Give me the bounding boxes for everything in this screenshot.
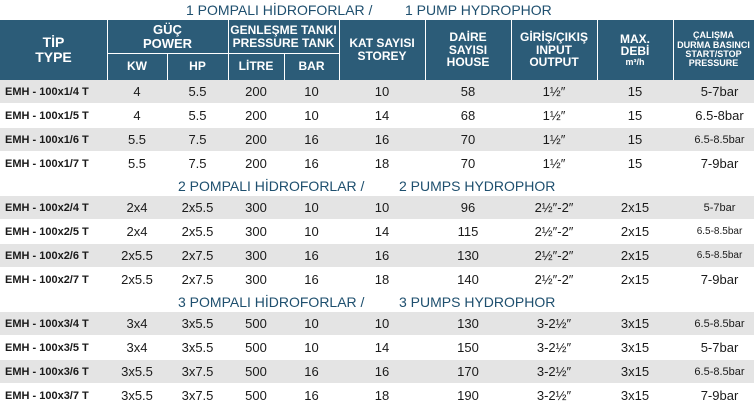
section-1-table: [0, 80, 754, 176]
table-cell: 3x15: [597, 384, 673, 408]
table-cell: 15: [597, 80, 673, 104]
table-cell: 10: [284, 80, 339, 104]
table-cell: 16: [284, 268, 339, 292]
header-pressure-tank: GENLEŞME TANKI PRESSURE TANK: [230, 22, 337, 50]
table-row: [0, 268, 754, 292]
table-cell: 16: [339, 128, 425, 152]
table-cell: 6.5-8bar: [673, 104, 754, 128]
table-cell: 500: [228, 360, 284, 384]
table-cell: 18: [339, 152, 425, 176]
table-cell: 150: [425, 336, 511, 360]
table-cell: 190: [425, 384, 511, 408]
table-cell: 14: [339, 336, 425, 360]
table-cell: 140: [425, 268, 511, 292]
table-cell: EMH - 100x2/6 T: [0, 244, 107, 268]
table-cell: 2x4: [107, 220, 167, 244]
section-2-table: [0, 196, 754, 292]
table-cell: 70: [425, 128, 511, 152]
table-cell: 300: [228, 268, 284, 292]
header-power: GÜÇ POWER: [142, 21, 193, 51]
table-cell: 2½″-2″: [511, 220, 597, 244]
section-1-title: [0, 0, 754, 20]
table-cell: 2x5.5: [167, 220, 228, 244]
table-cell: 3x5.5: [167, 336, 228, 360]
table-cell: 5-7bar: [673, 196, 754, 220]
table-cell: 1½″: [511, 104, 597, 128]
table-row: [0, 152, 754, 176]
table-cell: 7-9bar: [673, 384, 754, 408]
table-row: [0, 104, 754, 128]
table-cell: 2½″-2″: [511, 196, 597, 220]
table-cell: 10: [284, 336, 339, 360]
table-cell: 16: [284, 384, 339, 408]
table-cell: 3x7.5: [167, 384, 228, 408]
table-cell: 6.5-8.5bar: [673, 244, 754, 268]
table-cell: 115: [425, 220, 511, 244]
table-cell: 5.5: [107, 128, 167, 152]
table-cell: 10: [284, 104, 339, 128]
table-row: [0, 384, 754, 408]
table-cell: 7-9bar: [673, 152, 754, 176]
table-cell: 6.5-8.5bar: [673, 128, 754, 152]
table-row: [0, 360, 754, 384]
table-cell: 10: [339, 80, 425, 104]
table-cell: 3x15: [597, 336, 673, 360]
table-cell: 3x15: [597, 312, 673, 336]
section-1-title-tr: 1 POMPALI HİDROFORLAR /: [186, 2, 373, 18]
table-cell: 130: [425, 312, 511, 336]
table-cell: 16: [284, 360, 339, 384]
table-cell: 18: [339, 384, 425, 408]
table-cell: 1½″: [511, 128, 597, 152]
table-cell: 7.5: [167, 152, 228, 176]
table-cell: 170: [425, 360, 511, 384]
header-type: TİP TYPE: [35, 34, 72, 65]
table-cell: 300: [228, 196, 284, 220]
header-hp: HP: [189, 59, 206, 74]
header-start-stop-pressure: ÇALIŞMA DURMA BASINCI START/STOP PRESSURE: [677, 30, 750, 69]
section-3-title-tr: 3 POMPALI HİDROFORLAR /: [178, 294, 365, 310]
header-input-output: GİRİŞ/ÇIKIŞ INPUT OUTPUT: [519, 30, 588, 70]
table-cell: 16: [284, 152, 339, 176]
table-cell: 10: [284, 312, 339, 336]
table-cell: 15: [597, 128, 673, 152]
table-cell: 10: [339, 196, 425, 220]
table-cell: 3-2½″: [511, 336, 597, 360]
table-cell: EMH - 100x3/4 T: [0, 312, 107, 336]
table-cell: 1½″: [511, 152, 597, 176]
table-cell: 2x7.5: [167, 244, 228, 268]
table-cell: 15: [597, 152, 673, 176]
table-cell: 2½″-2″: [511, 268, 597, 292]
table-cell: 500: [228, 336, 284, 360]
table-cell: EMH - 100x2/7 T: [0, 268, 107, 292]
table-cell: 14: [339, 104, 425, 128]
section-1-title-en: 1 PUMP HYDROPHOR: [405, 2, 552, 18]
table-cell: 16: [284, 128, 339, 152]
table-cell: 3x4: [107, 336, 167, 360]
table-cell: 2x15: [597, 268, 673, 292]
table-cell: 4: [107, 80, 167, 104]
table-cell: 2x15: [597, 244, 673, 268]
table-cell: 300: [228, 244, 284, 268]
table-cell: 3x4: [107, 312, 167, 336]
section-2-title-en: 2 PUMPS HYDROPHOR: [399, 178, 556, 194]
table-cell: 130: [425, 244, 511, 268]
table-cell: EMH - 100x3/5 T: [0, 336, 107, 360]
table-cell: 3x5.5: [167, 312, 228, 336]
table-cell: 1½″: [511, 80, 597, 104]
table-cell: 500: [228, 312, 284, 336]
section-2-title-tr: 2 POMPALI HİDROFORLAR /: [178, 178, 365, 194]
table-cell: 70: [425, 152, 511, 176]
table-cell: 5.5: [167, 80, 228, 104]
table-cell: EMH - 100x3/7 T: [0, 384, 107, 408]
table-cell: 6.5-8.5bar: [673, 220, 754, 244]
table-cell: 3x5.5: [107, 360, 167, 384]
table-cell: 3-2½″: [511, 360, 597, 384]
table-cell: 7-9bar: [673, 268, 754, 292]
section-2-title: [0, 176, 754, 196]
table-cell: 15: [597, 104, 673, 128]
table-cell: 10: [284, 220, 339, 244]
table-cell: 3x7.5: [167, 360, 228, 384]
table-cell: 7.5: [167, 128, 228, 152]
table-cell: 18: [339, 268, 425, 292]
table-row: [0, 244, 754, 268]
table-cell: 10: [284, 196, 339, 220]
table-cell: 4: [107, 104, 167, 128]
table-row: [0, 220, 754, 244]
header-bar: BAR: [298, 59, 325, 74]
table-cell: 2½″-2″: [511, 244, 597, 268]
table-cell: 3-2½″: [511, 312, 597, 336]
table-row: [0, 80, 754, 104]
table-row: [0, 336, 754, 360]
table-cell: EMH - 100x2/5 T: [0, 220, 107, 244]
table-cell: 6.5-8.5bar: [673, 360, 754, 384]
table-cell: EMH - 100x2/4 T: [0, 196, 107, 220]
table-cell: 16: [339, 244, 425, 268]
table-cell: 96: [425, 196, 511, 220]
table-cell: 2x15: [597, 220, 673, 244]
table-cell: 300: [228, 220, 284, 244]
table-row: [0, 128, 754, 152]
table-cell: 200: [228, 104, 284, 128]
header-litre: LİTRE: [238, 59, 274, 74]
table-cell: 10: [339, 312, 425, 336]
table-cell: 6.5-8.5bar: [673, 312, 754, 336]
table-cell: 16: [339, 360, 425, 384]
table-cell: 200: [228, 128, 284, 152]
section-3-table: [0, 312, 754, 408]
section-3-title-en: 3 PUMPS HYDROPHOR: [399, 294, 556, 310]
table-cell: 2x4: [107, 196, 167, 220]
table-cell: EMH - 100x3/6 T: [0, 360, 107, 384]
table-cell: 3x5.5: [107, 384, 167, 408]
table-cell: 500: [228, 384, 284, 408]
table-cell: 3x15: [597, 360, 673, 384]
header-max-flow: MAX. DEBİ m³/h: [620, 31, 650, 67]
table-cell: EMH - 100x1/7 T: [0, 152, 107, 176]
table-cell: 2x7.5: [167, 268, 228, 292]
table-cell: 200: [228, 80, 284, 104]
table-cell: 3-2½″: [511, 384, 597, 408]
table-cell: 5-7bar: [673, 80, 754, 104]
table-cell: 16: [284, 244, 339, 268]
table-row: [0, 196, 754, 220]
table-cell: 2x5.5: [167, 196, 228, 220]
table-cell: 200: [228, 152, 284, 176]
table-cell: 5.5: [107, 152, 167, 176]
table-cell: 58: [425, 80, 511, 104]
table-cell: EMH - 100x1/4 T: [0, 80, 107, 104]
header-storey: KAT SAYISI STOREY: [349, 36, 415, 63]
table-cell: 5-7bar: [673, 336, 754, 360]
table-cell: 5.5: [167, 104, 228, 128]
table-row: [0, 312, 754, 336]
section-3-title: [0, 292, 754, 312]
table-cell: 2x5.5: [107, 268, 167, 292]
header-kw: KW: [127, 59, 147, 74]
table-cell: 2x15: [597, 196, 673, 220]
table-cell: 14: [339, 220, 425, 244]
table-cell: 68: [425, 104, 511, 128]
header-house: DAİRE SAYISI HOUSE: [446, 30, 490, 70]
table-cell: 2x5.5: [107, 244, 167, 268]
table-cell: EMH - 100x1/6 T: [0, 128, 107, 152]
table-cell: EMH - 100x1/5 T: [0, 104, 107, 128]
